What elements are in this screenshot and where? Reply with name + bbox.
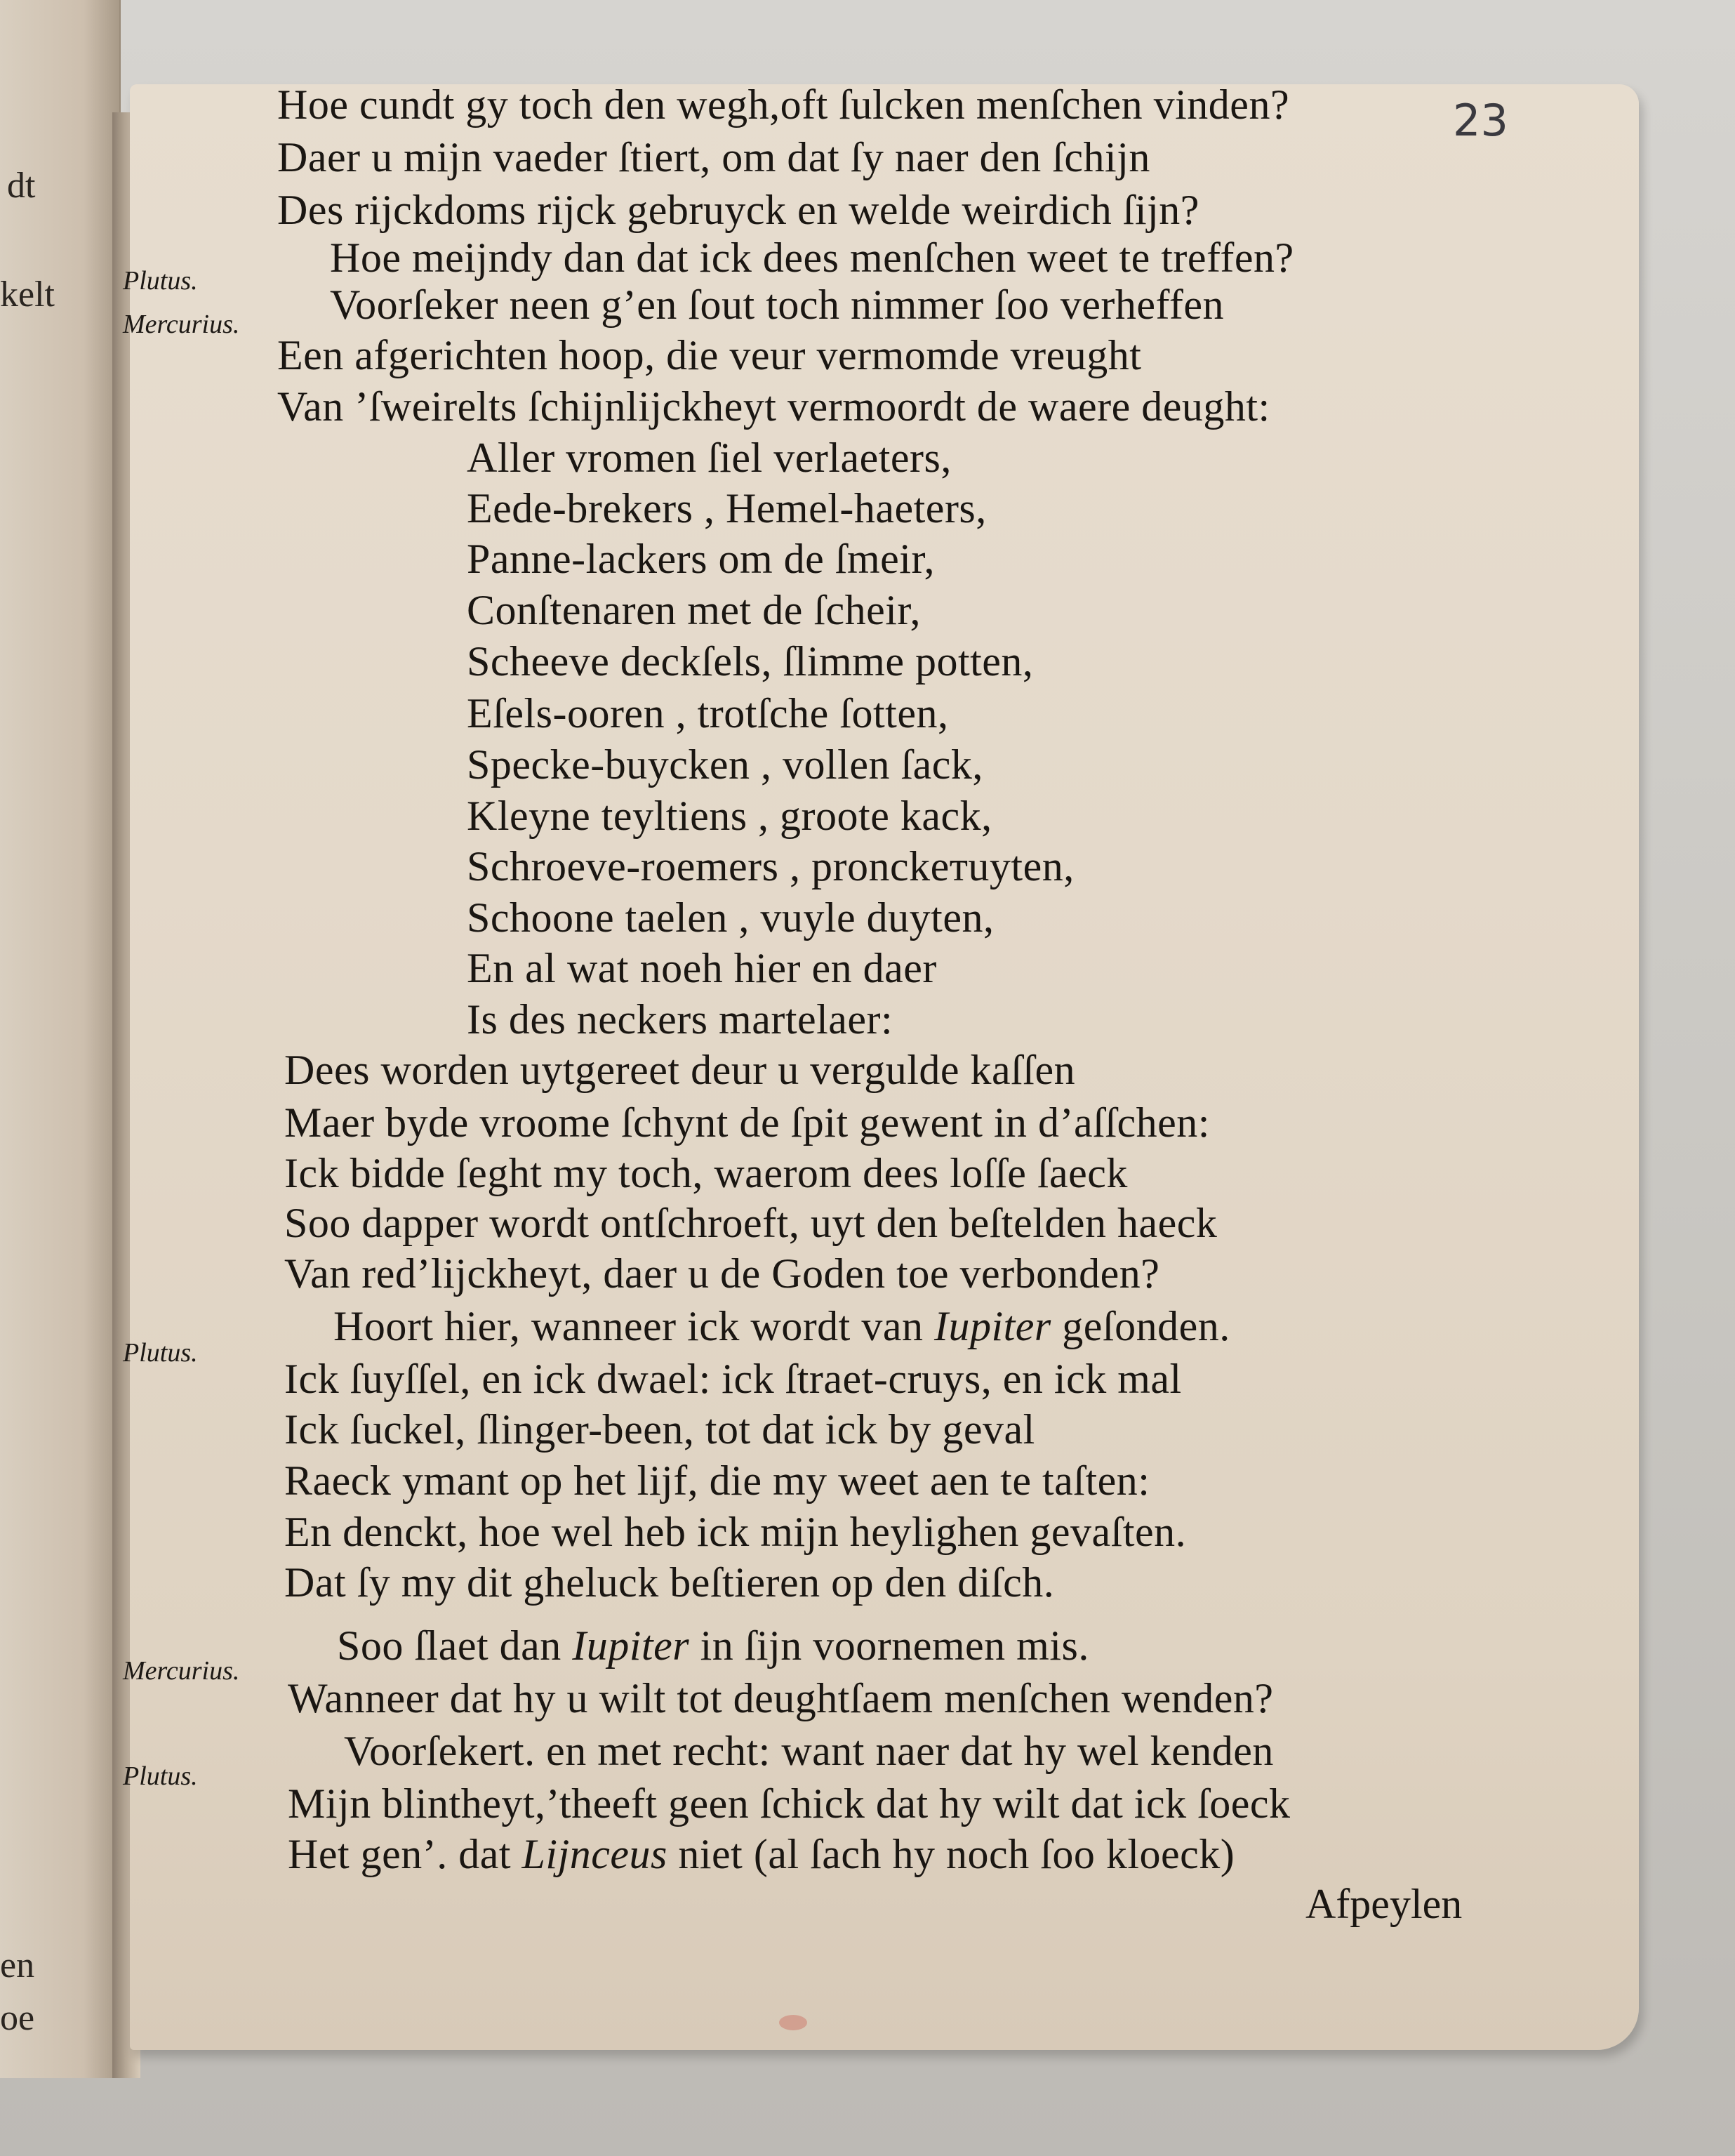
text-line: Voorſeker neen g’en ſout toch nimmer ſoo verheffen [330, 282, 1225, 328]
text-line: Hoe meijndy dan dat ick dees menſchen weet te treffen? [330, 234, 1294, 281]
italic-name: Iupiter [933, 1303, 1051, 1349]
text-line: Schroeve-roemers , pronckeтuyten, [467, 843, 1075, 889]
text-line: En denckt, hoe wel heb ick mijn heylighen gevaſten. [284, 1509, 1187, 1555]
text-line: Een afgerichten hoop, die veur vermomde vreught [277, 332, 1142, 378]
text-line: En al wat noeh hier en daer [467, 945, 937, 991]
text-line: Soo dapper wordt ontſchroeft, uyt den beſtelden haeck [284, 1200, 1218, 1246]
text-line: Daer u mijn vaeder ſtiert, om dat ſy naer den ſchijn [277, 134, 1150, 180]
text-line: Des rijckdoms rijck gebruyck en welde weirdich ſijn? [277, 187, 1199, 233]
text-segment: in ſijn voornemen mis. [700, 1622, 1089, 1669]
text-line: Scheeve deckſels, ſlimme potten, [467, 638, 1034, 685]
text-line: Wanneer dat hy u wilt tot deughtſaem menſchen wenden? [288, 1675, 1274, 1721]
text-line: Kleyne teyltiens , groote kack, [467, 793, 992, 839]
text-line [288, 1830, 1235, 1879]
text-line: Specke-buycken , vollen ſack, [467, 741, 983, 788]
red-stain [779, 2015, 807, 2030]
text-segment: Het gen’. dat [288, 1831, 512, 1877]
text-line: Hoe cundt gy toch den wegh,oft ſulcken menſchen vinden? [277, 81, 1290, 128]
text-line: Voorſekert. en met recht: want naer dat hy wel kenden [344, 1728, 1274, 1774]
text-segment: niet (al ſach hy noch ſoo kloeck) [678, 1831, 1235, 1877]
text-line: Dees worden uytgereet deur u vergulde kaſſen [284, 1047, 1076, 1093]
italic-name: Iupiter [572, 1622, 690, 1669]
text-line: Van red’lijckheyt, daer u de Goden toe verbonden? [284, 1250, 1160, 1297]
text-line: Aller vromen ſiel verlaeters, [467, 435, 952, 481]
text-line: Ick bidde ſeght my toch, waerom dees loſſe ſaeck [284, 1150, 1128, 1196]
text-line: Conſtenaren met de ſcheir, [467, 587, 922, 633]
speaker-label: Plutus. [123, 1338, 198, 1368]
text-line: Maer byde vroome ſchynt de ſpit gewent in d’aſſchen: [284, 1099, 1210, 1146]
left-page-fragment: oe [0, 1998, 35, 2038]
speaker-label: Plutus. [123, 266, 198, 296]
left-page-fragment: dt [7, 166, 36, 206]
text-line: Is des neckers martelaer: [467, 996, 893, 1043]
speaker-label: Mercurius. [123, 1656, 240, 1686]
speaker-label: Plutus. [123, 1761, 198, 1791]
text-line: Eede-brekers , Hemel-haeters, [467, 485, 987, 531]
left-page-fragment: en [0, 1945, 35, 1985]
text-line: Raeck ymant op het lijf, die my weet aen te taſten: [284, 1457, 1150, 1504]
text-line: Schoone taelen , vuyle duyten, [467, 894, 995, 941]
text-line: Van ’ſweirelts ſchijnlijckheyt vermoordt de waere deught: [277, 383, 1270, 430]
left-page-edge [0, 0, 121, 2078]
text-line: Mijn blintheyt,’theeft geen ſchick dat hy wilt dat ick ſoeck [288, 1780, 1291, 1827]
text-line [337, 1622, 1089, 1670]
left-page-fragment: kelt [0, 275, 55, 315]
text-segment: Soo ſlaet dan [337, 1622, 561, 1669]
text-line: Panne-lackers om de ſmeir, [467, 536, 936, 582]
text-line: Ick ſuyſſel, en ick dwael: ick ſtraet-cruys, en ick mal [284, 1356, 1182, 1402]
text-segment: geſonden. [1062, 1303, 1230, 1349]
speaker-label: Mercurius. [123, 310, 240, 339]
page-number: 23 [1453, 95, 1508, 146]
catchword: Afpeylen [1305, 1881, 1463, 1927]
text-line: Dat ſy my dit gheluck beſtieren op den diſch. [284, 1559, 1055, 1606]
text-line: Ick ſuckel, ſlinger-been, tot dat ick by geval [284, 1406, 1035, 1453]
text-line [333, 1302, 1230, 1351]
text-line: Eſels-ooren , trotſche ſotten, [467, 690, 949, 736]
text-segment: Hoort hier, wanneer ick wordt van [333, 1303, 924, 1349]
italic-name: Lijnceus [521, 1831, 667, 1877]
